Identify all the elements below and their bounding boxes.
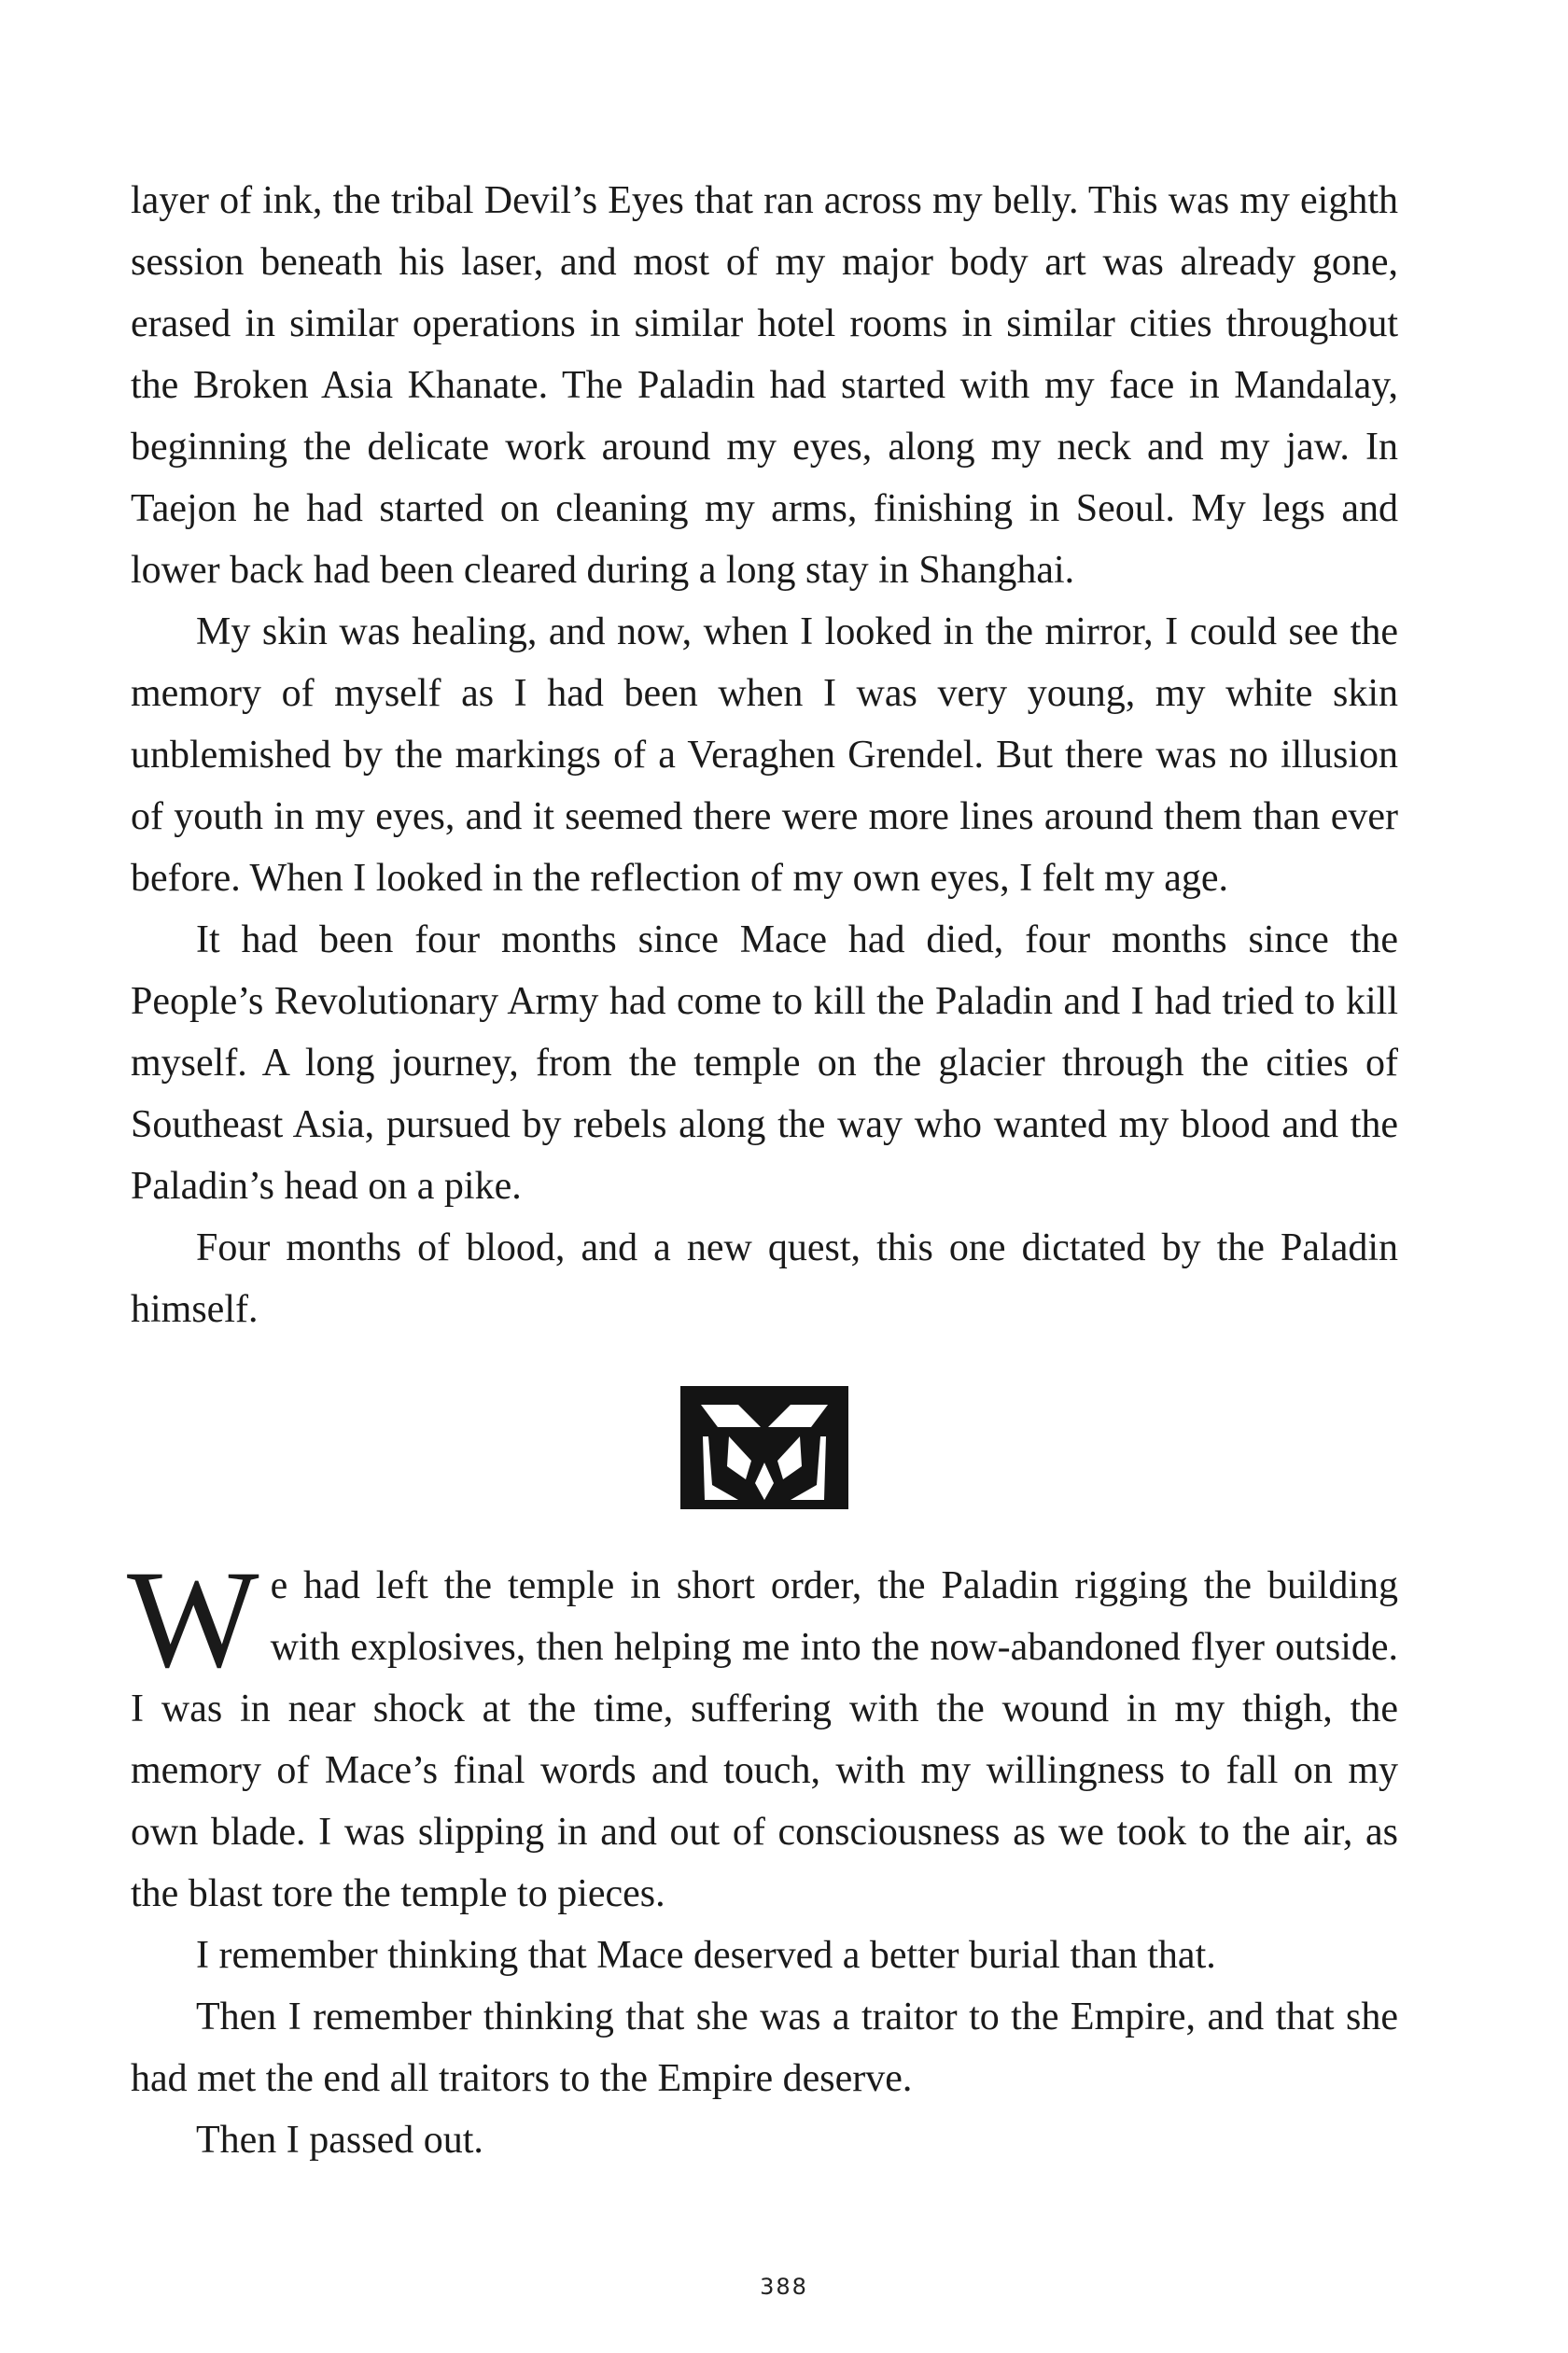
paragraph: My skin was healing, and now, when I looked in the mirror, I could see the memory of myself as I had been when I was very young, my white skin unblemished by the markings of a Veraghen Grendel. But there was no illusion of youth in my eyes, and it seemed there were more lines around them than ever before. When I looked in the reflection of my own eyes, I felt my age. (131, 610, 1398, 900)
drop-cap: W (127, 1542, 259, 1697)
paragraph-text: e had left the temple in short order, the Paladin rigging the building with explosives, then helping me into the now-abandoned flyer outside. I was in near shock at the time, suffering with the wound in my thigh, the memory of Mace’s final words and touch, with my willingness to fall on my own blade. I was slipping in and out of consciousness as we took to the air, as the blast tore the temple to pieces. (131, 1564, 1398, 1915)
paragraph: I remember thinking that Mace deserved a better burial than that. (196, 1934, 1216, 1977)
paragraph: It had been four months since Mace had died, four months since the People’s Revolutionary Army had come to kill the Paladin and I had tried to kill myself. A long journey, from the temple on the glacier through the cities of Southeast Asia, pursued by rebels along the way who wanted my blood and the Paladin’s head on a pike. (131, 918, 1398, 1208)
section-first-paragraph (127, 1542, 1398, 1925)
paragraph: Four months of blood, and a new quest, this one dictated by the Paladin himself. (131, 1226, 1398, 1331)
section-break (131, 1340, 1398, 1555)
page-body (127, 170, 1398, 2171)
page-number: 388 (760, 2274, 808, 2300)
devils-eyes-ornament-icon (680, 1386, 848, 1509)
paragraph: Then I remember thinking that she was a traitor to the Empire, and that she had met the end all traitors to the Empire deserve. (131, 1996, 1398, 2100)
paragraph: layer of ink, the tribal Devil’s Eyes that ran across my belly. This was my eighth session beneath his laser, and most of my major body art was already gone, erased in similar operations in similar hotel rooms in similar cities throughout the Broken Asia Khanate. The Paladin had started with my face in Mandalay, beginning the delicate work around my eyes, along my neck and my jaw. In Taejon he had started on cleaning my arms, finishing in Seoul. My legs and lower back had been cleared during a long stay in Shanghai. (131, 179, 1398, 592)
paragraph: Then I passed out. (196, 2119, 483, 2162)
